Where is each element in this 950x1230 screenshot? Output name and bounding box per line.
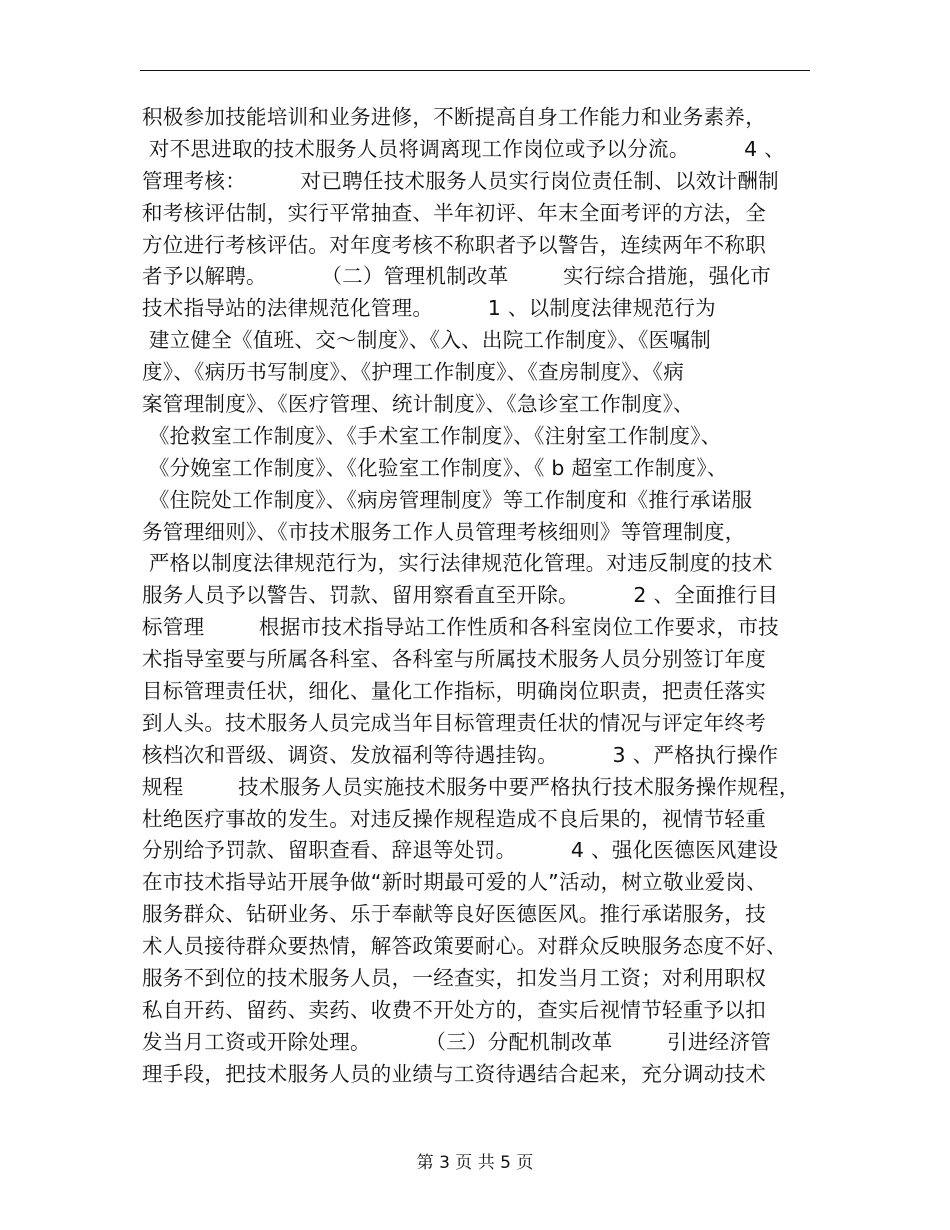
text-line: 积极参加技能培训和业务进修，不断提高自身工作能力和业务素养， bbox=[142, 105, 766, 129]
text-line: 服务人员予以警告、罚款、留用察看直至开除。 2 、全面推行目 bbox=[142, 583, 779, 608]
text-line: 标管理 根据市技术指导站工作性质和各科室岗位工作要求，市技 bbox=[142, 615, 779, 640]
text-line: 者予以解聘。 （二）管理机制改革 实行综合措施，强化市 bbox=[142, 264, 772, 289]
text-line: 分别给予罚款、留职查看、辞退等处罚。 4 、强化医德医风建设 bbox=[142, 838, 779, 863]
page-number: 第 3 页 共 5 页 bbox=[416, 1153, 534, 1173]
text-line: 管理考核： 对已聘任技术服务人员实行岗位责任制、以效计酬制 bbox=[142, 168, 779, 193]
text-line: 规程 技术服务人员实施技术服务中要严格执行技术服务操作规程， bbox=[142, 774, 800, 799]
text-line: 建立健全《值班、交～制度》、《入、出院工作制度》、《医嘱制 bbox=[142, 328, 712, 353]
text-line: 度》、《病历书写制度》、《护理工作制度》、《查房制度》、《病 bbox=[142, 360, 684, 385]
header-rule bbox=[140, 70, 810, 71]
text-line: 技术指导站的法律规范化管理。 1 、以制度法律规范行为 bbox=[142, 296, 716, 321]
text-line: 务管理细则》、《市技术服务工作人员管理考核细则》等管理制度， bbox=[142, 519, 746, 544]
text-line: 对不思进取的技术服务人员将调离现工作岗位或予以分流。 4 、 bbox=[142, 136, 786, 161]
text-line: 《住院处工作制度》、《病房管理制度》等工作制度和《推行承诺服 bbox=[142, 487, 753, 512]
text-line: 案管理制度》、《医疗管理、统计制度》、《急诊室工作制度》、 bbox=[142, 392, 694, 417]
text-line: 服务不到位的技术服务人员，一经查实，扣发当月工资；对利用职权 bbox=[142, 966, 766, 991]
text-line: 和考核评估制，实行平常抽查、半年初评、年末全面考评的方法，全 bbox=[142, 200, 766, 225]
text-line: 服务群众、钻研业务、乐于奉献等良好医德医风。推行承诺服务，技 bbox=[142, 902, 766, 927]
text-line: 核档次和晋级、调资、发放福利等待遇挂钩。 3 、严格执行操作 bbox=[142, 742, 779, 767]
document-body bbox=[142, 102, 812, 1091]
text-line: 严格以制度法律规范行为，实行法律规范化管理。对违反制度的技术 bbox=[142, 551, 773, 576]
text-line: 目标管理责任状，细化、量化工作指标，明确岗位职责，把责任落实 bbox=[142, 679, 766, 704]
text-line: 发当月工资或开除处理。 （三）分配机制改革 引进经济管 bbox=[142, 1029, 772, 1054]
text-line: 术人员接待群众要热情，解答政策要耐心。对群众反映服务态度不好、 bbox=[142, 934, 787, 959]
text-line: 在市技术指导站开展争做“新时期最可爱的人”活动，树立敬业爱岗、 bbox=[142, 870, 768, 895]
text-line: 杜绝医疗事故的发生。对违反操作规程造成不良后果的，视情节轻重 bbox=[142, 806, 766, 831]
text-line: 《抢救室工作制度》、《手术室工作制度》、《注射室工作制度》、 bbox=[142, 423, 722, 448]
text-line: 方位进行考核评估。对年度考核不称职者予以警告，连续两年不称职 bbox=[142, 232, 766, 257]
text-line: 理手段，把技术服务人员的业绩与工资待遇结合起来，充分调动技术 bbox=[142, 1061, 766, 1086]
text-line: 《分娩室工作制度》、《化验室工作制度》、《 b 超室工作制度》、 bbox=[142, 455, 728, 480]
text-line: 到人头。技术服务人员完成当年目标管理责任状的情况与评定年终考 bbox=[142, 710, 766, 735]
text-line: 私自开药、留药、卖药、收费不开处方的，查实后视情节轻重予以扣 bbox=[142, 997, 766, 1022]
text-line: 术指导室要与所属各科室、各科室与所属技术服务人员分别签订年度 bbox=[142, 647, 766, 672]
